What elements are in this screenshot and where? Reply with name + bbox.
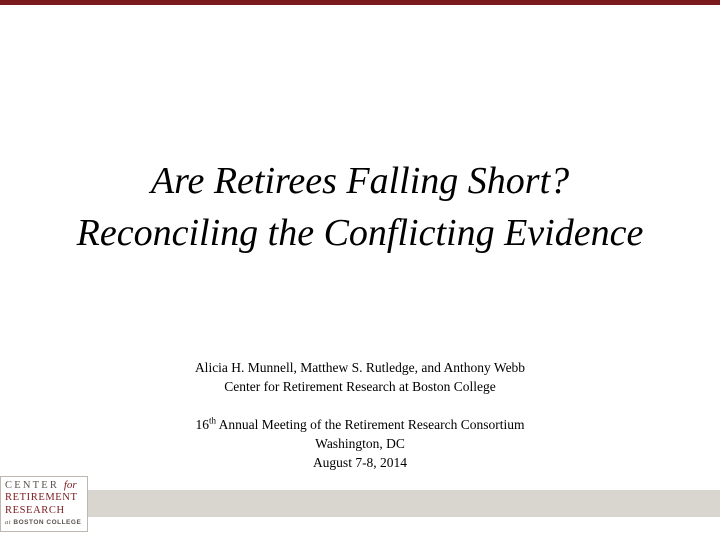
logo-line-3: RESEARCH xyxy=(5,505,65,516)
logo-for-text: for xyxy=(63,479,77,491)
top-accent-bar xyxy=(0,0,720,5)
meeting-ordinal-suffix: th xyxy=(208,415,216,426)
authors: Alicia H. Munnell, Matthew S. Rutledge, and Anthony Webb xyxy=(194,360,526,375)
meeting-name: Annual Meeting of the Retirement Research Consortium xyxy=(215,417,525,432)
spacer xyxy=(0,396,720,415)
meeting-line xyxy=(0,415,720,434)
footer-band xyxy=(88,490,720,517)
crr-logo xyxy=(0,476,88,532)
date: August 7-8, 2014 xyxy=(312,455,408,470)
logo-line-2: RETIREMENT xyxy=(5,492,78,503)
location: Washington, DC xyxy=(315,436,405,451)
logo-line-1 xyxy=(5,479,77,491)
affiliation: Center for Retirement Research at Boston College xyxy=(224,379,496,394)
logo-at-text: at xyxy=(5,519,12,526)
title-line-1: Are Retirees Falling Short? xyxy=(150,160,570,202)
title-line-2: Reconciling the Conflicting Evidence xyxy=(76,212,644,254)
logo-line-4 xyxy=(5,519,81,526)
slide-title xyxy=(0,155,720,259)
logo-center-text: CENTER xyxy=(5,480,60,491)
presentation-info xyxy=(0,358,720,472)
logo-college-text: BOSTON COLLEGE xyxy=(13,519,82,526)
meeting-number: 16 xyxy=(195,417,209,432)
